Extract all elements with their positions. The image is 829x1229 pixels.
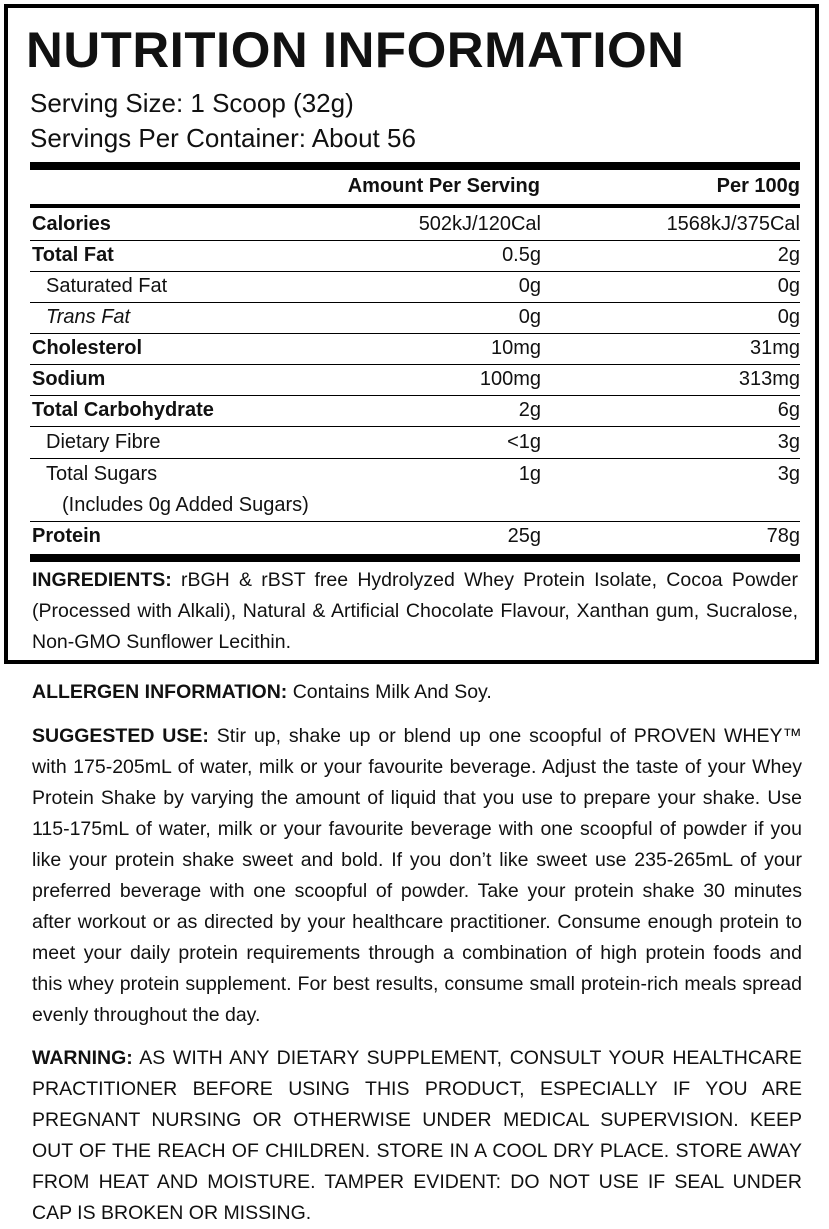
serving-size: Serving Size: 1 Scoop (32g) — [30, 88, 354, 118]
suggested-use-body: Stir up, shake up or blend up one scoopful of PROVEN WHEY™ with 175-205mL of water, milk or your favourite beverage. Adjust the taste of your Whey Protein Shake by varying the amount of liquid that you use to prepare your shake. Use 115-175mL of water, milk or your favourite beverage with one scoopful of powder if you like your protein shake sweet and bold. If you don’t like sweet use 235-265mL of your preferred beverage with one scoopful of powder. Take your protein shake 30 minutes after workout or as directed by your healthcare practitioner. Consume enough protein to meet your daily protein requirements through a combination of high protein foods and this whey protein supplement. For best results, consume small protein-rich meals spread evenly throughout the day. — [32, 725, 802, 1026]
row-value-per-100g: 31mg — [749, 337, 800, 359]
table-row-dietary-fibre — [30, 427, 800, 458]
warning-label: WARNING: — [32, 1047, 133, 1069]
row-label: (Includes 0g Added Sugars) — [62, 494, 309, 516]
column-header-per-serving: Amount Per Serving — [347, 175, 540, 197]
warning-body: AS WITH ANY DIETARY SUPPLEMENT, CONSULT YOUR HEALTHCARE PRACTITIONER BEFORE USING THIS PRODUCT, ESPECIALLY IF YOU ARE PREGNANT NURSING OR OTHERWISE UNDER MEDICAL SUPERVISION. KEEP OUT OF THE REACH OF CHILDREN. STORE IN A COOL DRY PLACE. STORE AWAY FROM HEAT AND MOISTURE. TAMPER EVIDENT: DO NOT USE IF SEAL UNDER CAP IS BROKEN OR MISSING. — [32, 1047, 802, 1224]
row-value-per-100g: 3g — [777, 431, 800, 453]
row-label: Total Carbohydrate — [32, 399, 214, 421]
row-value-per-serving: 1g — [518, 463, 541, 485]
row-label: Cholesterol — [32, 337, 143, 359]
row-value-per-serving: <1g — [507, 431, 541, 453]
ingredients-label: INGREDIENTS: — [32, 569, 172, 591]
table-row-sodium — [30, 364, 800, 395]
row-value-per-serving: 100mg — [479, 368, 541, 390]
row-value-per-100g: 2g — [777, 244, 800, 266]
row-value-per-serving: 2g — [518, 399, 541, 421]
row-value-per-serving: 25g — [507, 525, 541, 547]
table-row-saturated-fat — [30, 271, 800, 302]
row-value-per-100g: 6g — [777, 399, 800, 421]
ingredients-body: rBGH & rBST free Hydrolyzed Whey Protein Isolate, Cocoa Powder (Processed with Alkali), Natural & Artificial Chocolate Flavour, Xanthan gum, Sucralose, Non-GMO Sunflower Lecithin. — [32, 569, 798, 653]
row-value-per-100g: 0g — [777, 306, 800, 328]
table-row-cholesterol — [30, 333, 800, 364]
table-row-added-sugars — [30, 490, 800, 521]
table-row-total-sugars — [30, 459, 800, 490]
table-row-protein — [30, 521, 800, 552]
row-value-per-100g: 78g — [766, 525, 800, 547]
row-value-per-100g: 0g — [777, 275, 800, 297]
row-value-per-100g: 313mg — [738, 368, 800, 390]
row-value-per-serving: 0g — [518, 306, 541, 328]
warning-text — [32, 1043, 802, 1229]
row-value-per-serving: 0.5g — [502, 244, 541, 266]
servings-per-container: Servings Per Container: About 56 — [30, 123, 416, 153]
suggested-use-text — [32, 721, 802, 1031]
row-value-per-serving: 0g — [518, 275, 541, 297]
suggested-use-label: SUGGESTED USE: — [32, 725, 209, 747]
ingredients-text — [32, 565, 798, 658]
row-value-per-serving: 502kJ/120Cal — [418, 213, 541, 235]
table-row-total-fat — [30, 240, 800, 271]
row-value-per-100g: 1568kJ/375Cal — [666, 213, 800, 235]
row-label: Total Fat — [32, 244, 114, 266]
row-label: Saturated Fat — [46, 275, 168, 297]
divider-thick — [30, 554, 800, 562]
row-label: Calories — [32, 213, 111, 235]
row-value-per-100g: 3g — [777, 463, 800, 485]
table-row-calories — [30, 209, 800, 240]
row-label: Protein — [32, 525, 101, 547]
table-row-trans-fat — [30, 302, 800, 333]
row-label: Total Sugars — [46, 463, 158, 485]
row-label: Trans Fat — [46, 306, 131, 328]
table-row-total-carbohydrate — [30, 395, 800, 426]
divider-header — [30, 204, 800, 208]
row-value-per-serving: 10mg — [490, 337, 541, 359]
page-title: NUTRITION INFORMATION — [26, 22, 685, 78]
allergen-label: ALLERGEN INFORMATION: — [32, 681, 288, 703]
allergen-text — [32, 677, 802, 708]
row-label: Sodium — [32, 368, 106, 390]
divider-thick — [30, 162, 800, 170]
row-label: Dietary Fibre — [46, 431, 161, 453]
column-header-per-100g: Per 100g — [716, 175, 800, 197]
allergen-body: Contains Milk And Soy. — [287, 681, 492, 703]
